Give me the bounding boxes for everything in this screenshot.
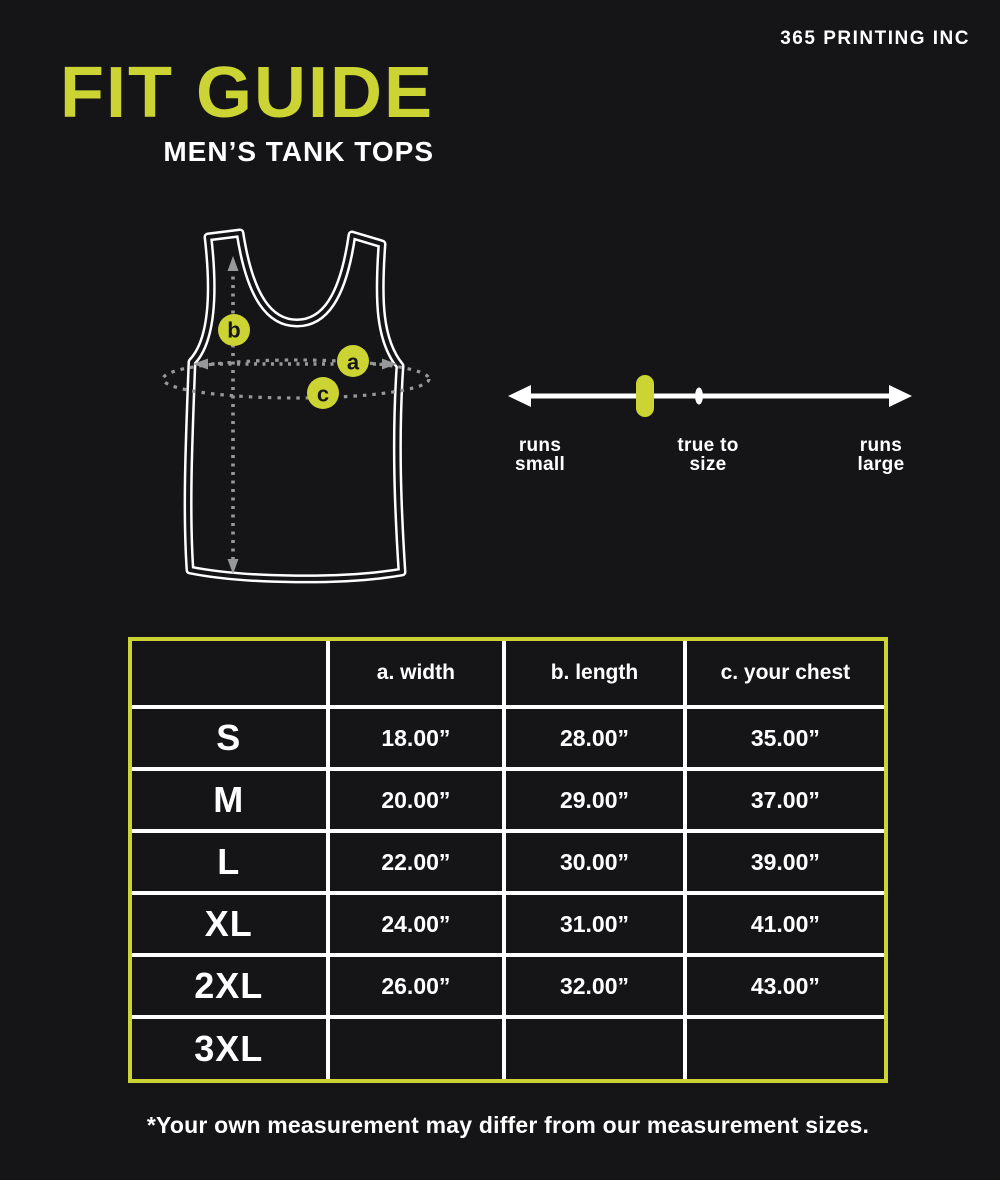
marker-b-label: b: [227, 317, 241, 343]
title-block: [60, 53, 434, 168]
tank-outline: [188, 233, 402, 579]
true-to-size-dot: [695, 388, 703, 405]
length-value: 32.00”: [504, 955, 684, 1017]
header-empty: [132, 641, 328, 707]
table-row: [132, 893, 884, 955]
width-value: 26.00”: [328, 955, 505, 1017]
length-value: 28.00”: [504, 707, 684, 769]
chest-value: 37.00”: [685, 769, 884, 831]
size-label: M: [132, 769, 328, 831]
header-chest: c. your chest: [685, 641, 884, 707]
size-label: XL: [132, 893, 328, 955]
table-header-row: [132, 641, 884, 707]
length-value: 31.00”: [504, 893, 684, 955]
width-value: 18.00”: [328, 707, 505, 769]
fit-scale-arrow-right: [889, 385, 912, 407]
marker-c-label: c: [316, 381, 330, 407]
size-label: 2XL: [132, 955, 328, 1017]
chest-value: 41.00”: [685, 893, 884, 955]
measurement-disclaimer: *Your own measurement may differ from our measurement sizes.: [146, 1112, 870, 1138]
header-width: a. width: [328, 641, 505, 707]
fit-scale-label-true-to-size: true to size: [677, 435, 739, 475]
table-row: [132, 831, 884, 893]
size-label: 3XL: [132, 1017, 328, 1079]
brand-text: 365 PRINTING INC: [780, 28, 970, 49]
width-value: 20.00”: [328, 769, 505, 831]
chest-value: 39.00”: [685, 831, 884, 893]
fit-scale-arrow-left: [508, 385, 531, 407]
length-value: [504, 1017, 684, 1079]
chest-value: [685, 1017, 884, 1079]
fit-scale-label-runs-large: runs large: [857, 435, 905, 475]
tank-top-diagram: [145, 210, 475, 595]
marker-a-label: a: [346, 349, 360, 375]
fit-scale-marker: [636, 375, 654, 417]
fit-scale-label-runs-small: runs small: [514, 435, 566, 475]
page-subtitle: MEN’S TANK TOPS: [163, 135, 434, 167]
size-label: L: [132, 831, 328, 893]
header-length: b. length: [504, 641, 684, 707]
length-value: 30.00”: [504, 831, 684, 893]
table-row: [132, 955, 884, 1017]
length-value: 29.00”: [504, 769, 684, 831]
page-title: FIT GUIDE: [60, 53, 434, 133]
width-value: 24.00”: [328, 893, 505, 955]
width-value: [328, 1017, 505, 1079]
fit-scale: [500, 368, 920, 424]
chest-value: 43.00”: [685, 955, 884, 1017]
size-label: S: [132, 707, 328, 769]
width-value: 22.00”: [328, 831, 505, 893]
table-row: [132, 769, 884, 831]
chest-value: 35.00”: [685, 707, 884, 769]
table-row: [132, 1017, 884, 1079]
table-row: [132, 707, 884, 769]
size-table: [128, 637, 888, 1083]
